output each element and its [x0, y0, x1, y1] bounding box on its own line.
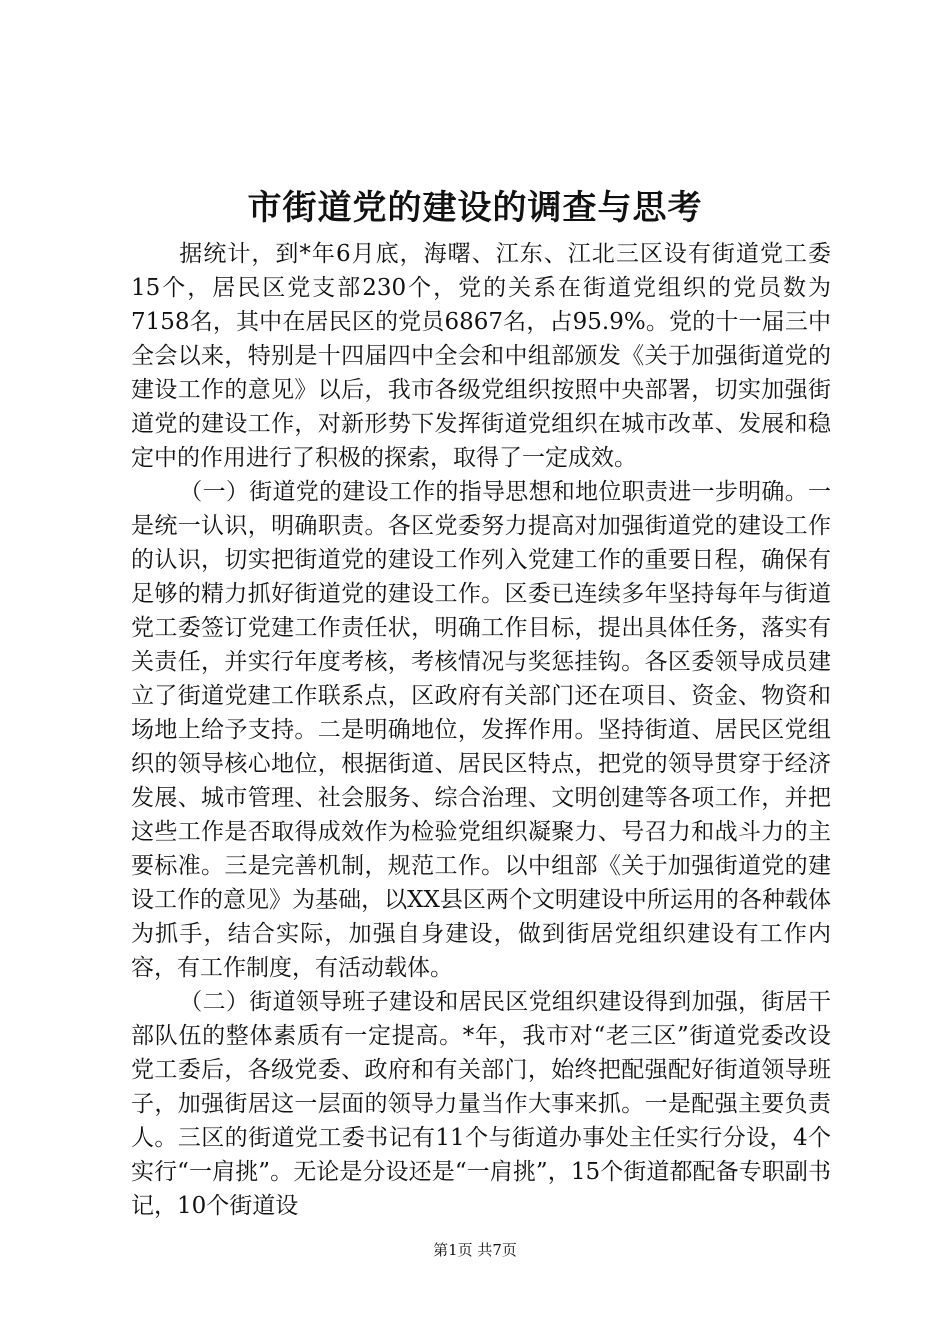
document-title: 市街道党的建设的调查与思考 [247, 188, 703, 228]
paragraph-section-one: （一）街道党的建设工作的指导思想和地位职责进一步明确。一是统一认识，明确职责。各区党委努力提高对加强街道党的建设工作的认识，切实把街道党的建设工作列入党建工作的重要日程，确保有足够的精力抓好街道党的建设工作。区委已连续多年坚持每年与街道党工委签订党建工作责任状，明确工作目标，提出具体任务，落实有关责任，并实行年度考核，考核情况与奖惩挂钩。各区委领导成员建立了街道党建工作联系点，区政府有关部门还在项目、资金、物资和场地上给予支持。二是明确地位，发挥作用。坚持街道、居民区党组织的领导核心地位，根据街道、居民区特点，把党的领导贯穿于经济发展、城市管理、社会服务、综合治理、文明创建等各项工作，并把这些工作是否取得成效作为检验党组织凝聚力、号召力和战斗力的主要标准。三是完善机制，规范工作。以中组部《关于加强街道党的建设工作的意见》为基础，以XX县区两个文明建设中所运用的各种载体为抓手，结合实际，加强自身建设，做到街居党组织建设有工作内容，有工作制度，有活动载体。 [131, 479, 831, 981]
document-body [131, 237, 831, 1223]
page-footer: 第1页 共7页 [433, 1241, 517, 1259]
paragraph-intro: 据统计，到*年6月底，海曙、江东、江北三区设有街道党工委15个，居民区党支部230个，党的关系在街道党组织的党员数为7158名，其中在居民区的党员6867名，占95.9%。党的十一届三中全会以来，特别是十四届四中全会和中组部颁发《关于加强街道党的建设工作的意见》以后，我市各级党组织按照中央部署，切实加强街道党的建设工作，对新形势下发挥街道党组织在城市改革、发展和稳定中的作用进行了积极的探索，取得了一定成效。 [131, 241, 831, 471]
paragraph-section-two: （二）街道领导班子建设和居民区党组织建设得到加强，街居干部队伍的整体素质有一定提高。*年，我市对“老三区”街道党委改设党工委后，各级党委、政府和有关部门，始终把配强配好街道领导班子，加强街居这一层面的领导力量当作大事来抓。一是配强主要负责人。三区的街道党工委书记有11个与街道办事处主任实行分设，4个实行“一肩挑”。无论是分设还是“一肩挑”，15个街道都配备专职副书记，10个街道设 [131, 989, 831, 1219]
